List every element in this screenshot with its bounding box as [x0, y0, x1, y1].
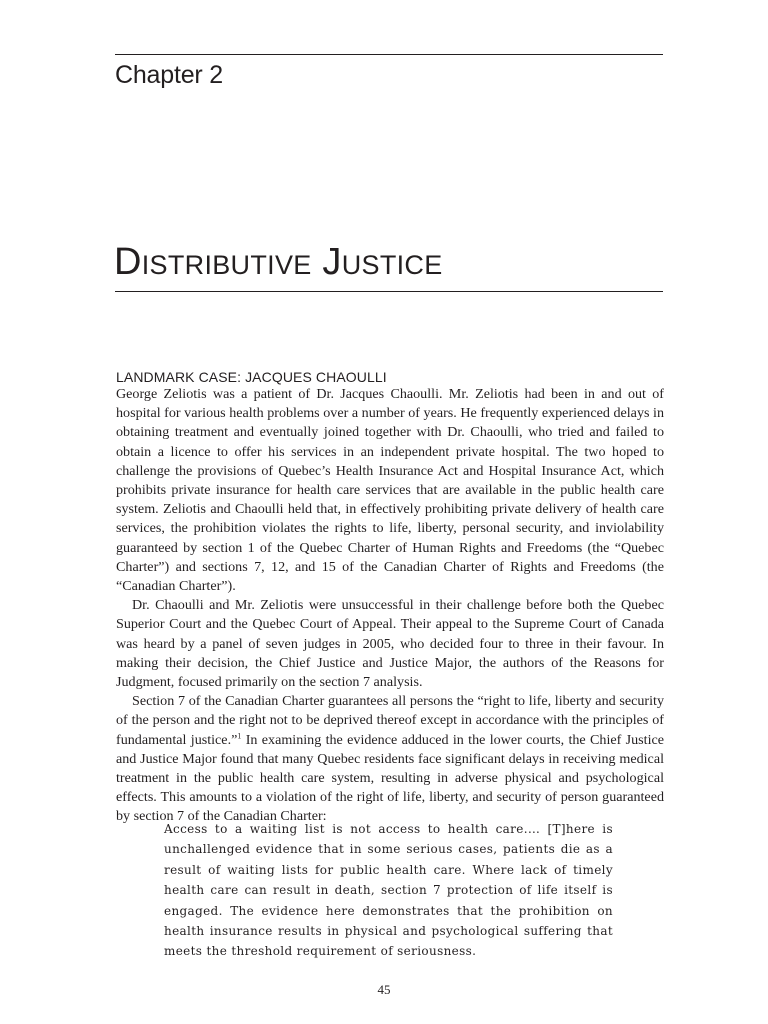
section-heading: LANDMARK CASE: JACQUES CHAOULLI — [116, 369, 387, 385]
page-number: 45 — [377, 982, 391, 997]
paragraph-2: Dr. Chaoulli and Mr. Zeliotis were unsuccessful in their challenge before both the Quebec Superior Court and the Quebec Court of Appeal. Their appeal to the Supreme Court of Canada was heard by a panel of seven judges in 2005, who decided four to three in their favour. In making their decision, the Chief Justice and Justice Major, the authors of the Reasons for Judgment, focused primarily on the section 7 analysis. — [116, 597, 664, 691]
footnote-reference[interactable]: 1 — [237, 730, 242, 740]
paragraph-1: George Zeliotis was a patient of Dr. Jacques Chaoulli. Mr. Zeliotis had been in and out of hospital for various health problems over a number of years. He frequently experienced delays in obtaining treatment and eventually joined together with Dr. Chaoulli, who tried and failed to obtain a licence to offer his services in an independent private hospital. The two hoped to challenge the provisions of Quebec’s Health Insurance Act and Hospital Insurance Act, which prohibits private insurance for health care services that are available in the public health care system. Zeliotis and Chaoulli held that, in effectively prohibiting private delivery of health care services, the prohibition violates the rights to life, liberty, personal security, and inviolability guaranteed by section 1 of the Quebec Charter of Human Rights and Freedoms (the “Quebec Charter”) and sections 7, 12, and 15 of the Canadian Charter of Rights and Freedoms (the “Canadian Charter”). — [116, 386, 664, 595]
body-text — [116, 385, 664, 827]
block-quote: Access to a waiting list is not access to health care.… [T]here is unchallenged evidence that in some serious cases, patients die as a result of waiting lists for public health care. Where lack of timely health care can result in death, section 7 protection of life itself is engaged. The evidence here demonstrates that the prohibition on health insurance results in physical and psychological suffering that meets the threshold requirement of seriousness. — [164, 822, 613, 959]
paragraph-3 — [116, 692, 664, 826]
chapter-label: Chapter 2 — [115, 61, 223, 89]
top-rule — [115, 54, 663, 55]
chapter-title: Distributive Justice — [114, 241, 443, 283]
paragraph-3-after-note: In examining the evidence adduced in the lower courts, the Chief Justice and Justice Major found that many Quebec residents face significant delays in receiving medical treatment in the public health care system, resulting in adverse physical and psychological effects. This amounts to a violation of the right of life, liberty, and security of person guaranteed by section 7 of the Canadian Charter: — [116, 731, 664, 825]
paragraph-3-before-note: Section 7 of the Canadian Charter guarantees all persons the “right to life, liberty and security of the person and the right not to be deprived thereof except in accordance with the principles of fundamental justice.” — [116, 693, 664, 748]
title-rule — [115, 291, 663, 292]
